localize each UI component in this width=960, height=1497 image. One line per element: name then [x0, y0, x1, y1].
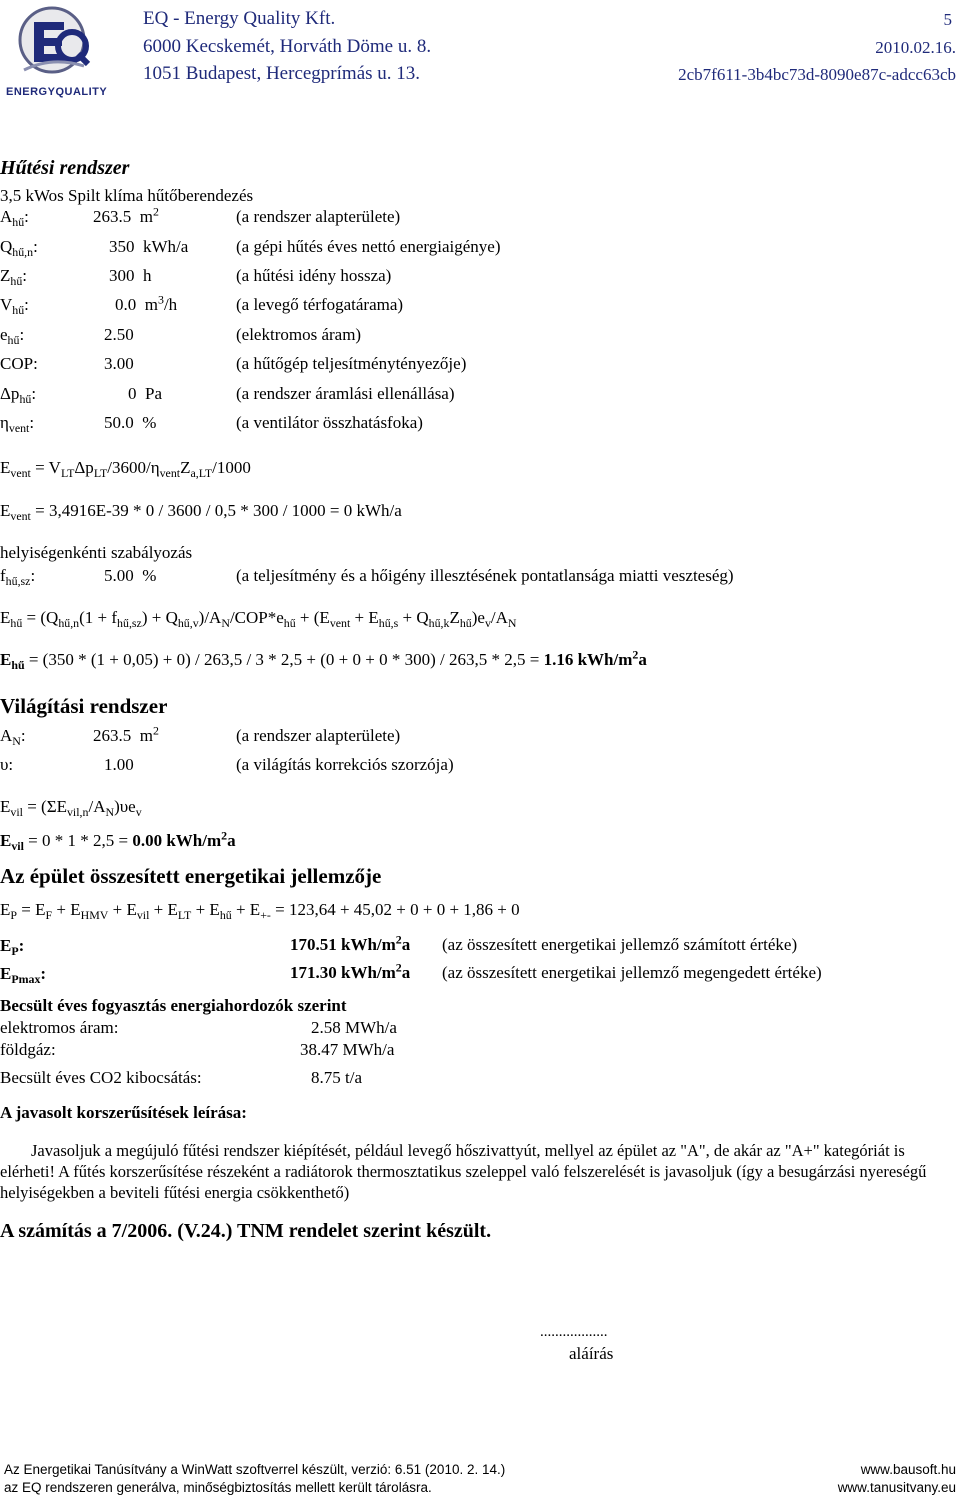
- param-row-dp: $\Delta p_{hű}$:: [0, 384, 37, 407]
- param-row-cop: COP:: [0, 354, 38, 373]
- fsz-label: $f_{hű,sz}$:: [0, 566, 36, 589]
- param-value-a: 263.5 $m^2$: [93, 204, 159, 226]
- param-value-z: 300 h: [109, 266, 152, 285]
- header-date: 2010.02.16.: [875, 38, 956, 57]
- logo-text: ENERGYQUALITY: [6, 86, 108, 98]
- param-desc-z: (a hűtési idény hossza): [236, 266, 392, 285]
- event-formula: $E_{vent} = V_{LT}\Delta p_{LT}/3600/\eta_{vent}Z_{a,LT}/1000$: [0, 458, 251, 481]
- consumption-label-gas: földgáz:: [0, 1040, 56, 1059]
- footer-url-bausoft[interactable]: www.bausoft.hu: [860, 1462, 956, 1477]
- ehu-calculation: $E_{hű} = (350 * (1 + 0,05) + 0) / 263,5 / 3 * 2,5 + (0 + 0 + 0 * 300) / 263,5 * 2,5 = 1.16$ kWh/$m^2a$: [0, 647, 647, 673]
- header-address-1: 6000 Kecskemét, Horváth Döme u. 8.: [143, 36, 432, 57]
- param-row-v: $V_{hű}$:: [0, 295, 29, 318]
- footer-url-tanusitvany[interactable]: www.tanusitvany.eu: [837, 1480, 956, 1495]
- param-value-dp: 0 Pa: [128, 384, 162, 403]
- param-row-e: $e_{hű}$:: [0, 325, 25, 348]
- param-desc-q: (a gépi hűtés éves nettó energiaigénye): [236, 237, 501, 256]
- param-value-cop: 3.00: [104, 354, 134, 373]
- evil-calculation: $E_{vil} = 0 * 1 * 2,5 = 0.00$ kWh/$m^2a$: [0, 828, 236, 854]
- param-desc-dp: (a rendszer áramlási ellenállása): [236, 384, 455, 403]
- param-value-v: 0.0 $m^3/h$: [115, 292, 178, 314]
- epmax-label: $E_{Pmax}$:: [0, 964, 47, 987]
- consumption-value-electricity: 2.58 MWh/a: [311, 1018, 397, 1037]
- param-row-z: $Z_{hű}$:: [0, 266, 28, 289]
- co2-label: Becsült éves CO2 kibocsátás:: [0, 1068, 202, 1087]
- param-value-q: 350 kWh/a: [109, 237, 189, 256]
- param-desc-v: (a levegő térfogatárama): [236, 295, 404, 314]
- footer-line-2: az EQ rendszeren generálva, minőségbiztosítás mellett került tárolásra.: [4, 1480, 432, 1495]
- regulation-statement: A számítás a 7/2006. (V.24.) TNM rendelet szerint készült.: [0, 1220, 492, 1242]
- co2-value: 8.75 t/a: [311, 1068, 362, 1087]
- param-row-q: $Q_{hű,n}$:: [0, 237, 38, 260]
- param-desc-e: (elektromos áram): [236, 325, 362, 344]
- footer-line-1: Az Energetikai Tanúsítvány a WinWatt szoftverrel készült, verzió: 6.51 (2010. 2. 14.): [4, 1462, 506, 1477]
- signature-label: aláírás: [569, 1344, 614, 1363]
- ep-desc: (az összesített energetikai jellemző számított értéke): [442, 935, 798, 954]
- param-row-a: $A_{hű}$:: [0, 207, 29, 230]
- u-desc: (a világítás korrekciós szorzója): [236, 755, 454, 774]
- ehu-formula: $E_{hű} = (Q_{hű,n}(1 + f_{hű,sz}) + Q_{hű,v})/A_N/COP*e_{hű} + (E_{vent} + E_{hű,s} + Q_{hű,k}Z_{hű})e_v/A_N$: [0, 608, 517, 631]
- header-company: EQ - Energy Quality Kft.: [143, 8, 336, 29]
- proposal-title: A javasolt korszerűsítések leírása:: [0, 1103, 247, 1122]
- fsz-desc: (a teljesítmény és a hőigény illesztésének pontatlansága miatti veszteség): [236, 566, 734, 585]
- event-calculation: $E_{vent} = 3,4916E-39 * 0 / 3600 / 0,5 * 300 / 1000 = 0$ kWh/a: [0, 501, 402, 524]
- ep-formula: $E_P = E_F + E_{HMV} + E_{vil} + E_{LT} + E_{hű} + E_{+-} = 123,64 + 45,02 + 0 + 0 + 1,86 + 0$: [0, 900, 520, 923]
- lighting-title: Világítási rendszer: [0, 694, 168, 718]
- an-label: $A_N$:: [0, 726, 26, 749]
- cooling-system-name: 3,5 kWos Spilt klíma hűtőberendezés: [0, 186, 254, 205]
- epmax-desc: (az összesített energetikai jellemző megengedett értéke): [442, 963, 822, 982]
- consumption-title: Becsült éves fogyasztás energiahordozók szerint: [0, 996, 347, 1015]
- an-desc: (a rendszer alapterülete): [236, 726, 401, 745]
- param-desc-eta: (a ventilátor összhatásfoka): [236, 413, 423, 432]
- param-row-eta: $\eta_{vent}$:: [0, 413, 35, 436]
- param-value-e: 2.50: [104, 325, 134, 344]
- page-number: 5: [943, 10, 952, 29]
- epmax-value: 171.30 kWh/$m^2a$: [290, 960, 411, 982]
- param-value-eta: 50.0 %: [104, 413, 157, 432]
- header-address-2: 1051 Budapest, Hercegprímás u. 13.: [143, 63, 421, 84]
- ep-value: 170.51 kWh/$m^2a$: [290, 932, 411, 954]
- evil-formula: $E_{vil} = (\Sigma E_{vil,n}/A_N)\upsilon e_v$: [0, 797, 142, 820]
- ep-label: $E_P$:: [0, 936, 25, 959]
- u-value: 1.00: [104, 755, 134, 774]
- u-label: υ:: [0, 755, 14, 774]
- param-desc-a: (a rendszer alapterülete): [236, 207, 401, 226]
- document-id: 2cb7f611-3b4bc73d-8090e87c-adcc63cb: [678, 65, 956, 84]
- proposal-text: Javasoljuk a megújuló fűtési rendszer kiépítését, például levegő hőszivattyút, mellyel az épület az "A", de akár az "A+" kategóriát is elérheti! A fűtés korszerűsítése részeként a radiátorok thermosztatikus szeleppel való felszerelését is javasoljuk (így a besugárzási nyereségű helyiségekben a beviteli fűtési energia csökkenthető): [0, 1141, 927, 1202]
- param-desc-cop: (a hűtőgép teljesítménytényezője): [236, 354, 467, 373]
- consumption-value-gas: 38.47 MWh/a: [300, 1040, 395, 1059]
- signature-line: ..................: [540, 1324, 608, 1340]
- fsz-value: 5.00 %: [104, 566, 157, 585]
- summary-title: Az épület összesített energetikai jellemzője: [0, 864, 382, 888]
- an-value: 263.5 $m^2$: [93, 723, 159, 745]
- consumption-label-electricity: elektromos áram:: [0, 1018, 119, 1037]
- cooling-title: Hűtési rendszer: [0, 157, 130, 179]
- regulation-label: helyiségenkénti szabályozás: [0, 543, 193, 562]
